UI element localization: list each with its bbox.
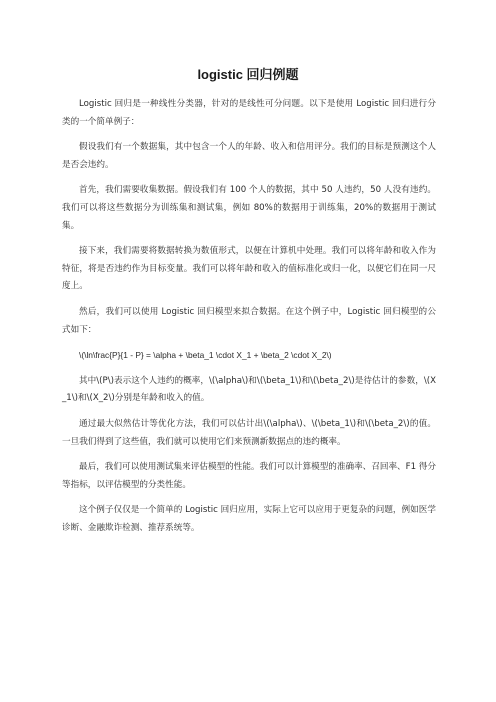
paragraph-variables: 其中\(P\)表示这个人违约的概率，\(\alpha\)和\(\beta_1\)和\(\beta_2\)是待估计的参数，\(X_1\)和\(X_2\)分别是年龄和收入的值。 (62, 375, 436, 404)
paragraph-estimation: 通过最大似然估计等优化方法，我们可以估计出\(\alpha\)、\(\beta_1\)和\(\beta_2\)的值。一旦我们得到了这些值，我们就可以使用它们来预测新数据点的违约概率。 (62, 418, 436, 447)
paragraph-evaluation: 最后，我们可以使用测试集来评估模型的性能。我们可以计算模型的准确率、召回率、F1 得分等指标，以评估模型的分类性能。 (62, 462, 436, 490)
formula-line: \(\ln\frac{P}{1 - P} = \alpha + \beta_1 \cdot X_1 + \beta_2 \cdot X_2\) (79, 350, 332, 361)
document-body (62, 96, 436, 545)
paragraph-preprocess: 接下来，我们需要将数据转换为数值形式，以便在计算机中处理。我们可以将年龄和收入作为特征，将是否违约作为目标变量。我们可以将年龄和收入的值标准化或归一化，以便它们在同一尺度上。 (62, 246, 436, 292)
paragraph-dataset: 假设我们有一个数据集，其中包含一个人的年龄、收入和信用评分。我们的目标是预测这个人是否会违约。 (62, 142, 436, 170)
paragraph-intro: Logistic 回归是一种线性分类器，针对的是线性可分问题。以下是使用 Logistic 回归进行分类的一个简单例子： (62, 99, 436, 127)
document-title: logistic 回归例题 (197, 67, 299, 82)
paragraph-collect-data: 首先，我们需要收集数据。假设我们有 100 个人的数据，其中 50 人违约，50 人没有违约。我们可以将这些数据分为训练集和测试集，例如 80%的数据用于训练集，20%的数据用于测试集。 (62, 185, 436, 231)
paragraph-conclusion: 这个例子仅仅是一个简单的 Logistic 回归应用，实际上它可以应用于更复杂的问题，例如医学诊断、金融欺诈检测、推荐系统等。 (62, 505, 436, 533)
paragraph-model-intro: 然后，我们可以使用 Logistic 回归模型来拟合数据。在这个例子中，Logistic 回归模型的公式如下： (62, 306, 436, 335)
